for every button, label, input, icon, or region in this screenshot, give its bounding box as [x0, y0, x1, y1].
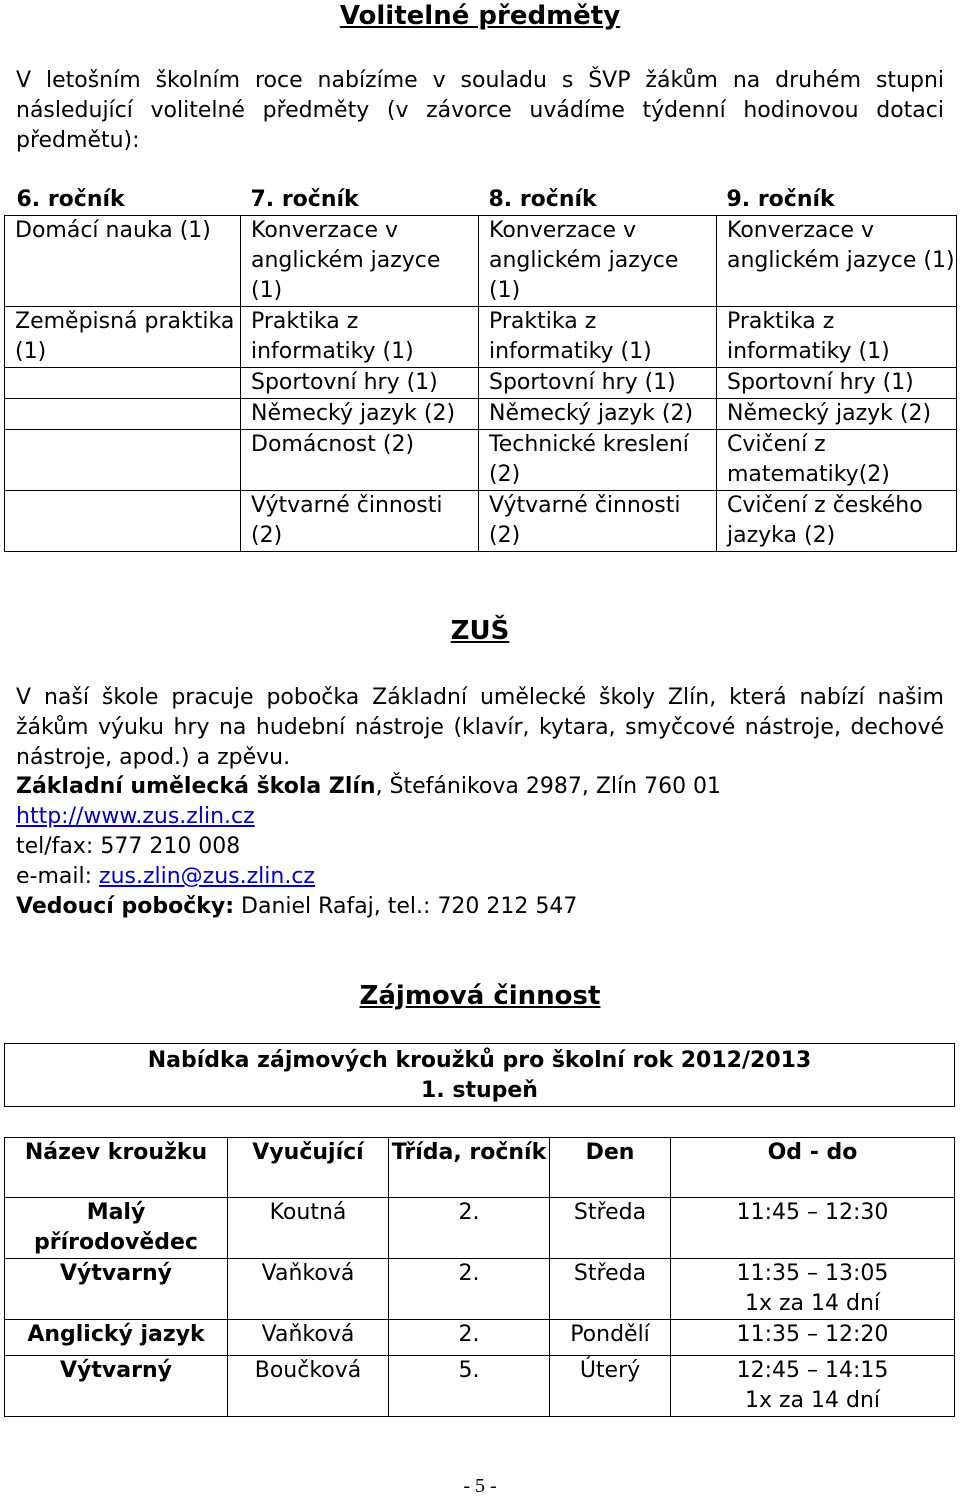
table-cell: Praktika z informatiky (1): [479, 307, 717, 368]
table-cell: Technické kreslení (2): [479, 430, 717, 491]
club-time: 11:35 – 13:05: [736, 1261, 889, 1286]
volitelne-table-header: [5, 185, 957, 216]
table-cell: [5, 399, 241, 430]
offer-line1: Nabídka zájmových kroužků pro školní rok 2012/2013: [147, 1048, 812, 1073]
table-row: [5, 491, 957, 552]
table-cell: Německý jazyk (2): [479, 399, 717, 430]
table-row: [5, 430, 957, 491]
club-day: Pondělí: [550, 1320, 671, 1356]
club-name: Výtvarný: [5, 1259, 228, 1320]
table-cell: Výtvarné činnosti (2): [479, 491, 717, 552]
section-title-zajmova: Zájmová činnost: [359, 981, 601, 1011]
club-grade: 2.: [389, 1320, 550, 1356]
table-cell: Zeměpisná praktika (1): [5, 307, 241, 368]
table-cell: Domácí nauka (1): [5, 216, 241, 307]
volitelne-intro: V letošním školním roce nabízíme v souladu s ŠVP žákům na druhém stupni následující volitelné předměty (v závorce uvádíme týdenní hodinovou dotaci předmětu):: [16, 68, 944, 153]
zus-school-name: Základní umělecká škola Zlín: [16, 774, 376, 799]
club-name: Malý přírodovědec: [5, 1198, 228, 1259]
table-cell: Cvičení z matematiky(2): [717, 430, 957, 491]
clubs-table: [4, 1137, 955, 1417]
club-time-cell: [671, 1259, 955, 1320]
table-cell: Domácnost (2): [241, 430, 479, 491]
club-teacher: Vaňková: [228, 1320, 389, 1356]
club-day: Středa: [550, 1259, 671, 1320]
club-note: 1x za 14 dní: [744, 1388, 881, 1413]
zus-web-link[interactable]: http://www.zus.zlin.cz: [16, 804, 255, 829]
table-row: [5, 307, 957, 368]
club-teacher: Vaňková: [228, 1259, 389, 1320]
table-row: [5, 1259, 955, 1320]
zus-school-address: , Štefánikova 2987, Zlín 760 01: [375, 774, 722, 799]
header-cell: Název kroužku: [5, 1138, 228, 1198]
club-time: 11:45 – 12:30: [736, 1200, 889, 1225]
offer-box: [4, 1043, 955, 1107]
zus-head-value: Daniel Rafaj, tel.: 720 212 547: [234, 894, 578, 919]
header-cell: 9. ročník: [717, 185, 957, 216]
club-day: Úterý: [550, 1356, 671, 1417]
table-cell: [5, 491, 241, 552]
header-cell: Den: [550, 1138, 671, 1198]
offer-line2: 1. stupeň: [421, 1078, 538, 1103]
table-row: [5, 1356, 955, 1417]
table-cell: Konverzace v anglickém jazyce (1): [717, 216, 957, 307]
club-time-cell: [671, 1320, 955, 1356]
table-cell: Německý jazyk (2): [241, 399, 479, 430]
table-row: [5, 216, 957, 307]
table-cell: Sportovní hry (1): [479, 368, 717, 399]
club-time-cell: [671, 1356, 955, 1417]
club-name: Výtvarný: [5, 1356, 228, 1417]
club-note: 1x za 14 dní: [744, 1291, 881, 1316]
zus-phone: tel/fax: 577 210 008: [16, 834, 241, 859]
table-row: [5, 1320, 955, 1356]
section-title-volitelne: Volitelné předměty: [339, 1, 621, 31]
header-cell: Od - do: [671, 1138, 955, 1198]
header-cell: Vyučující: [228, 1138, 389, 1198]
table-row: [5, 399, 957, 430]
table-cell: Konverzace v anglickém jazyce (1): [479, 216, 717, 307]
table-cell: Výtvarné činnosti (2): [241, 491, 479, 552]
club-grade: 2.: [389, 1259, 550, 1320]
zus-email-line: [16, 862, 948, 892]
table-cell: Cvičení z českého jazyka (2): [717, 491, 957, 552]
club-time: 11:35 – 12:20: [736, 1322, 889, 1347]
section-title-zus: ZUŠ: [450, 616, 510, 646]
zus-text: V naší škole pracuje pobočka Základní umělecké školy Zlín, která nabízí našim žákům výuku hry na hudební nástroje (klavír, kytara, smyčcové nástroje, dechové nástroje, apod.) a zpěvu.: [16, 685, 944, 770]
table-cell: Praktika z informatiky (1): [241, 307, 479, 368]
table-row: [5, 368, 957, 399]
clubs-table-header: [5, 1138, 955, 1198]
club-teacher: Koutná: [228, 1198, 389, 1259]
table-row: [5, 1198, 955, 1259]
club-teacher: Boučková: [228, 1356, 389, 1417]
zus-head-line: [16, 892, 948, 922]
table-cell: [5, 430, 241, 491]
header-cell: 6. ročník: [5, 185, 241, 216]
zus-head-label: Vedoucí pobočky:: [16, 894, 235, 919]
club-day: Středa: [550, 1198, 671, 1259]
table-cell: Sportovní hry (1): [241, 368, 479, 399]
zus-email-link[interactable]: zus.zlin@zus.zlin.cz: [99, 864, 315, 889]
volitelne-table: [4, 185, 957, 552]
zus-web-line: [16, 802, 948, 832]
club-grade: 5.: [389, 1356, 550, 1417]
club-name: Anglický jazyk: [5, 1320, 228, 1356]
page-number: - 5 -: [463, 1475, 497, 1497]
header-cell: 7. ročník: [241, 185, 479, 216]
table-cell: [5, 368, 241, 399]
club-grade: 2.: [389, 1198, 550, 1259]
club-time-cell: [671, 1198, 955, 1259]
table-cell: Německý jazyk (2): [717, 399, 957, 430]
table-cell: Konverzace v anglickém jazyce (1): [241, 216, 479, 307]
header-cell: Třída, ročník: [389, 1138, 550, 1198]
table-cell: Praktika z informatiky (1): [717, 307, 957, 368]
zus-email-label: e-mail:: [16, 864, 100, 889]
zus-school-line: [16, 772, 948, 802]
table-cell: Sportovní hry (1): [717, 368, 957, 399]
header-cell: 8. ročník: [479, 185, 717, 216]
club-time: 12:45 – 14:15: [736, 1358, 889, 1383]
